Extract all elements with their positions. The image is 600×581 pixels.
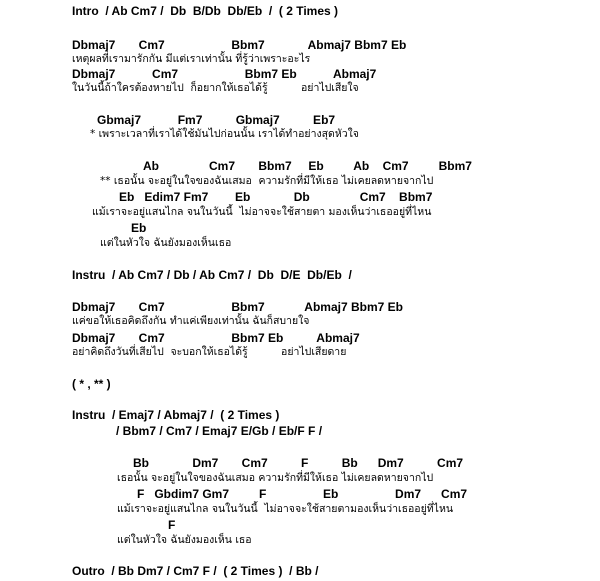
- chorus2-chords-1: Bb Dm7 Cm7 F Bb Dm7 Cm7: [133, 456, 464, 470]
- chorus2-chords-2: F Gbdim7 Gm7 F Eb Dm7 Cm7: [137, 487, 468, 501]
- chorus1-chords-2: Eb Edim7 Fm7 Eb Db Cm7 Bbm7: [119, 190, 433, 204]
- intro-line: Intro / Ab Cm7 / Db B/Db Db/Eb / ( 2 Times ): [72, 4, 339, 18]
- verse2-chords-1: Dbmaj7 Cm7 Bbm7 Abmaj7 Bbm7 Eb: [72, 300, 403, 314]
- instru2-line-2: / Bbm7 / Cm7 / Emaj7 E/Gb / Eb/F F /: [116, 424, 323, 438]
- chorus1-chords-1: Ab Cm7 Bbm7 Eb Ab Cm7 Bbm7: [143, 159, 472, 173]
- prechorus-chords: Gbmaj7 Fm7 Gbmaj7 Eb7: [97, 113, 336, 127]
- verse2-lyric-2: อย่าคิดถึงวันที่เสียไป จะบอกให้เธอได้รู้ อย่าไปเสียดาย: [72, 346, 347, 358]
- chorus2-chords-3: F: [168, 518, 176, 532]
- chorus1-lyric-3: แต่ในหัวใจ ฉันยังมองเห็นเธอ: [100, 237, 232, 249]
- repeat-marker: ( * , ** ): [72, 377, 111, 391]
- chorus2-lyric-3: แต่ในหัวใจ ฉันยังมองเห็น เธอ: [117, 534, 252, 546]
- chorus2-lyric-1: เธอนั้น จะอยู่ในใจของฉันเสมอ ความรักที่มีให้เธอ ไม่เคยลดหายจากไป: [117, 472, 434, 484]
- chorus1-lyric-2: แม้เราจะอยู่แสนไกล จนในวันนี้ ไม่อาจจะใช้สายตา มองเห็นว่าเธออยู่ที่ไหน: [92, 206, 432, 218]
- instru1-line: Instru / Ab Cm7 / Db / Ab Cm7 / Db D/E Db/Eb /: [72, 268, 352, 282]
- verse1-lyric-1: เหตุผลที่เรามารักกัน มีแต่เราเท่านั้น ที่รู้ว่าเพราะอะไร: [72, 53, 311, 65]
- prechorus-lyric: * เพราะเวลาที่เราได้ใช้มันไปก่อนนั้น เราได้ทำอย่างสุดหัวใจ: [90, 128, 359, 140]
- verse2-chords-2: Dbmaj7 Cm7 Bbm7 Eb Abmaj7: [72, 331, 360, 345]
- verse1-chords-2: Dbmaj7 Cm7 Bbm7 Eb Abmaj7: [72, 67, 377, 81]
- instru2-line-1: Instru / Emaj7 / Abmaj7 / ( 2 Times ): [72, 408, 280, 422]
- chorus2-lyric-2: แม้เราจะอยู่แสนไกล จนในวันนี้ ไม่อาจจะใช้สายตามองเห็นว่าเธออยู่ที่ไหน: [117, 503, 454, 515]
- outro-line: Outro / Bb Dm7 / Cm7 F / ( 2 Times ) / Bb /: [72, 564, 319, 578]
- verse1-lyric-2: ในวันนี้ถ้าใครต้องหายไป ก็อยากให้เธอได้รู้ อย่าไปเสียใจ: [72, 82, 359, 94]
- verse1-chords-1: Dbmaj7 Cm7 Bbm7 Abmaj7 Bbm7 Eb: [72, 38, 407, 52]
- chorus1-chords-3: Eb: [131, 221, 147, 235]
- chorus1-lyric-1: ** เธอนั้น จะอยู่ในใจของฉันเสมอ ความรักที่มีให้เธอ ไม่เคยลดหายจากไป: [100, 175, 434, 187]
- verse2-lyric-1: แค่ขอให้เธอคิดถึงกัน ทำแค่เพียงเท่านั้น ฉันก็สบายใจ: [72, 315, 310, 327]
